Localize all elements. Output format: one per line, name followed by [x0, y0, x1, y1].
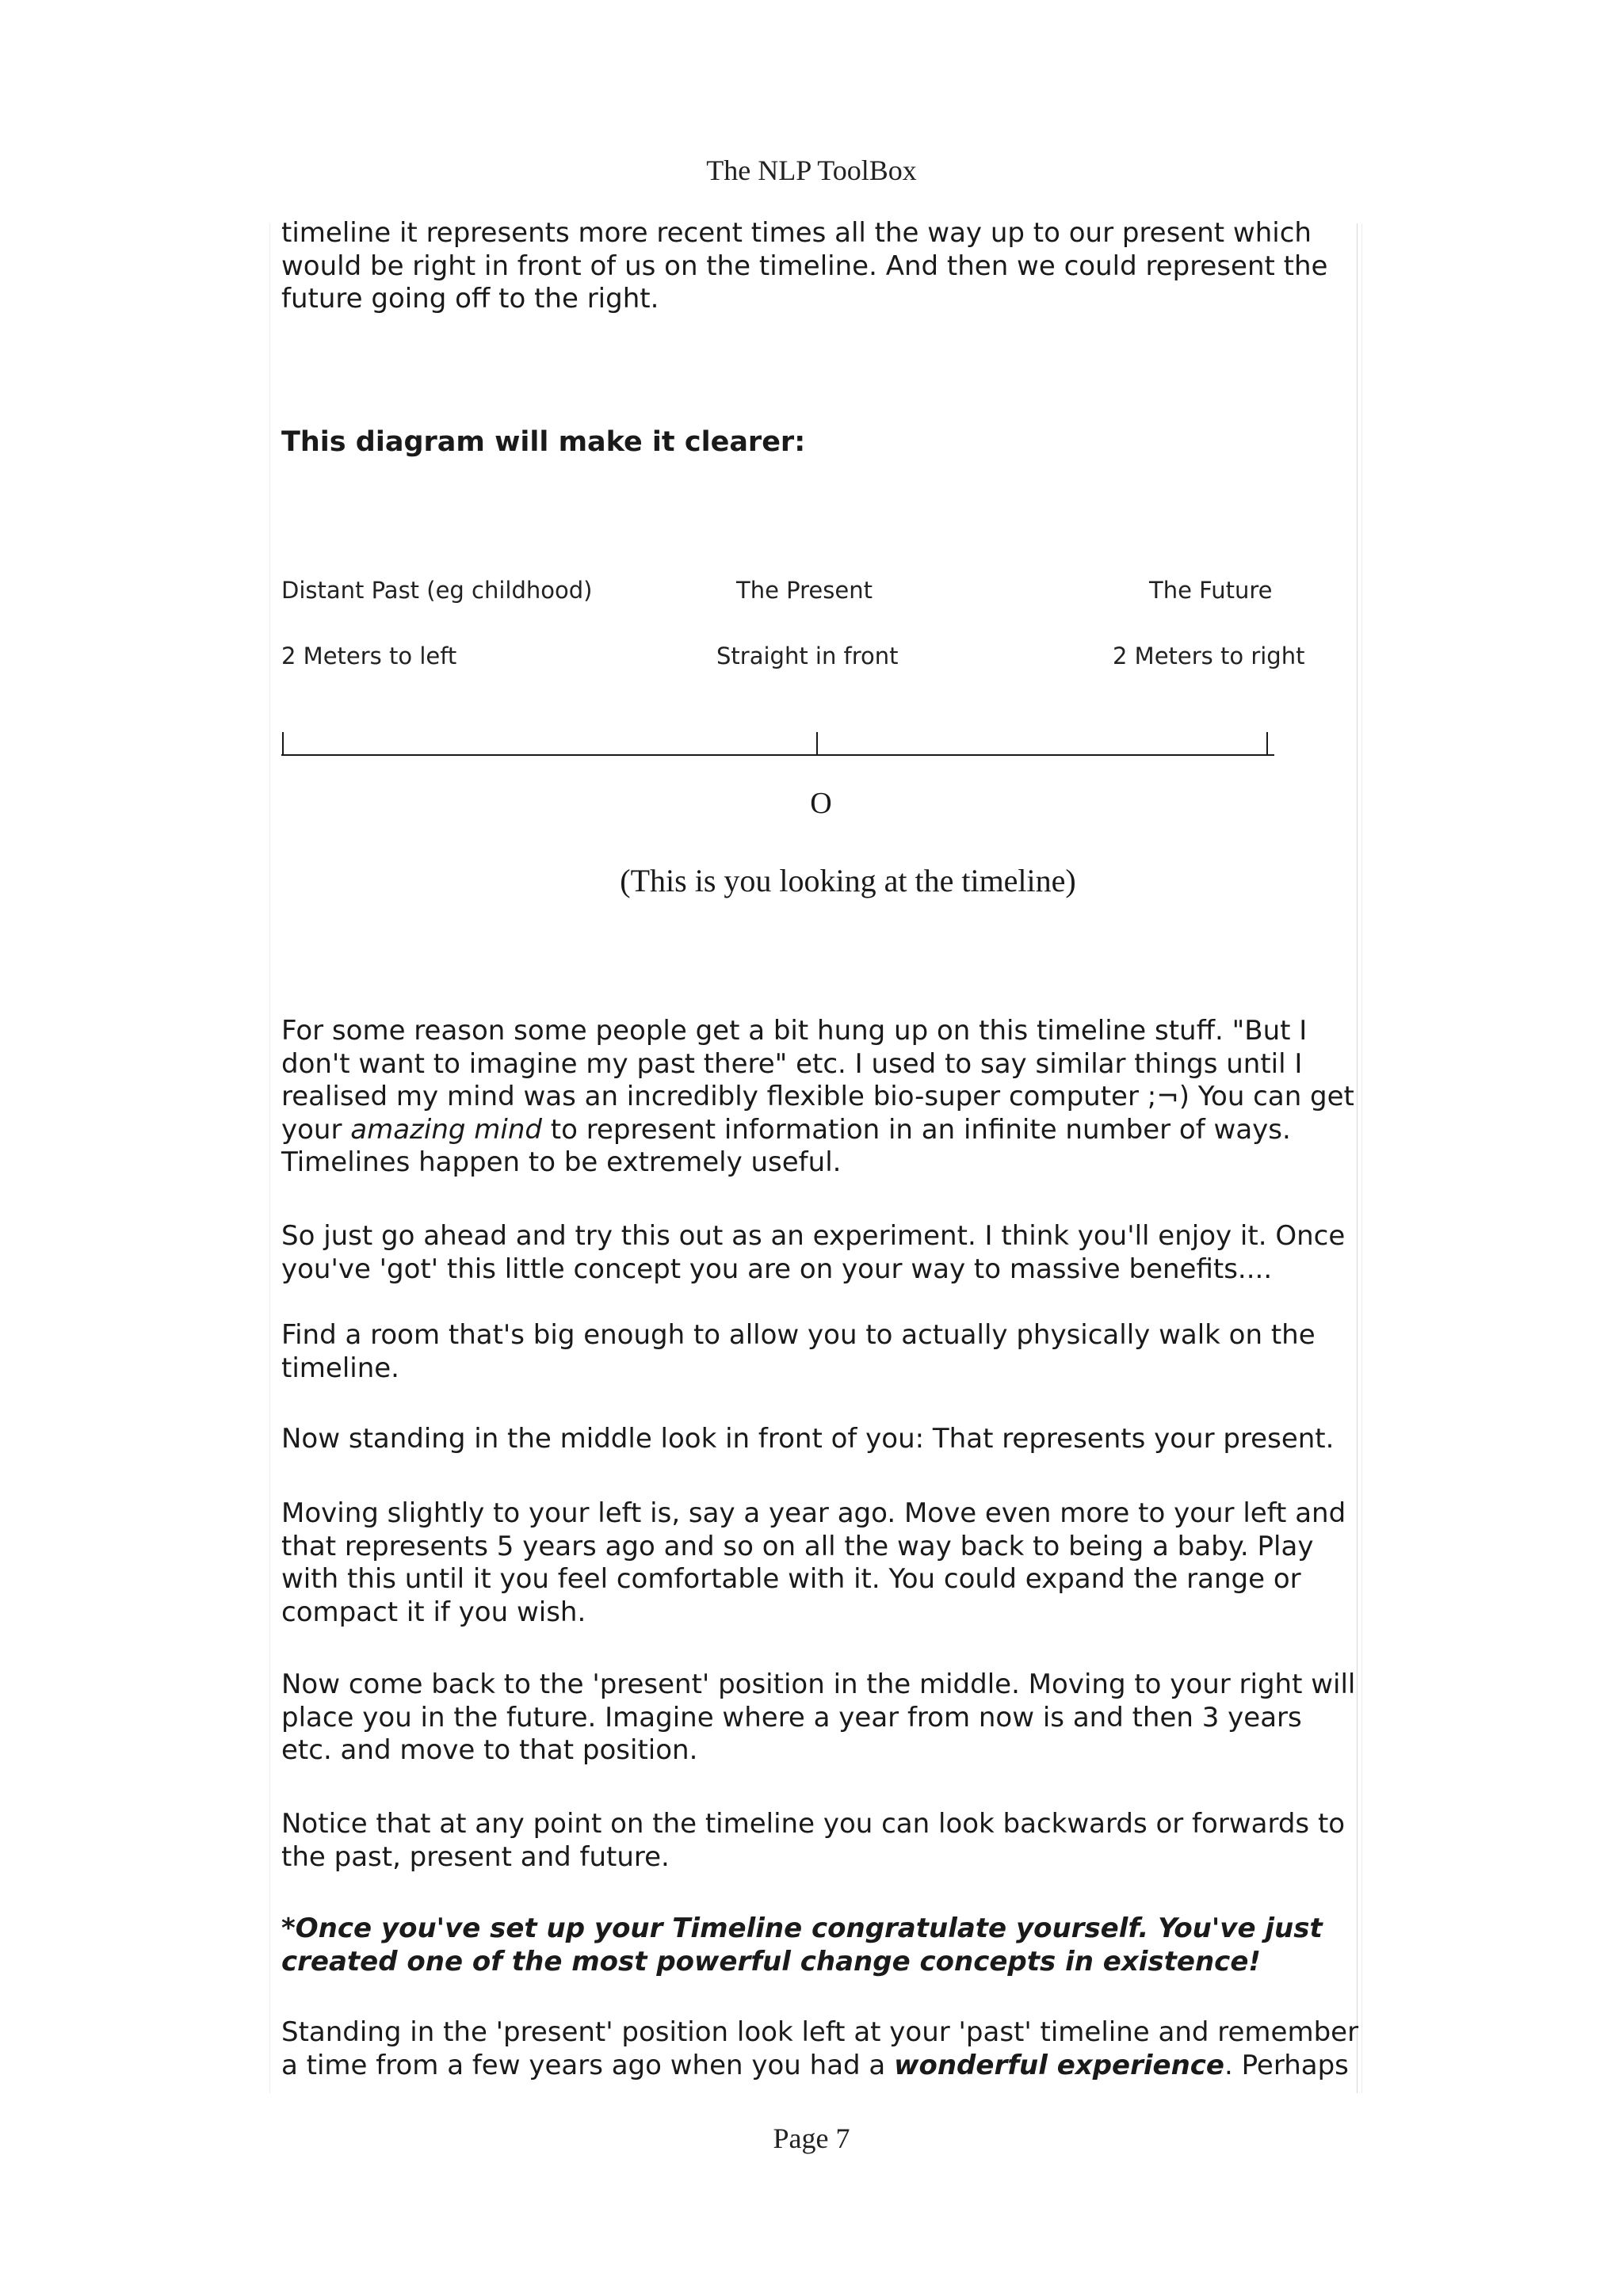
label-present: The Present: [736, 577, 873, 604]
paragraph-9: [281, 2016, 1363, 2082]
text-line: place you in the future. Imagine where a year from now is and then 3 years: [281, 1701, 1302, 1733]
text-line: Find a room that's big enough to allow you to actually physically walk on the: [281, 1319, 1316, 1351]
tick-present: [816, 732, 818, 756]
diagram-heading: This diagram will make it clearer:: [281, 426, 806, 458]
page-number: Page 7: [773, 2122, 850, 2154]
text-line: For some reason some people get a bit hung up on this timeline stuff. "But I: [281, 1015, 1308, 1047]
distance-future: 2 Meters to right: [1113, 643, 1305, 669]
text-line: [281, 1114, 1363, 1147]
text-line: don't want to imagine my past there" etc. I used to say similar things until I: [281, 1047, 1303, 1080]
text-line: compact it if you wish.: [281, 1596, 586, 1628]
text-line: the past, present and future.: [281, 1840, 670, 1873]
text-line: [281, 2050, 1363, 2083]
page-frame-left: [269, 223, 270, 2093]
intro-paragraph: [281, 217, 1363, 316]
you-caption: (This is you looking at the timeline): [620, 863, 1076, 898]
text-line: timeline.: [281, 1352, 399, 1384]
text-line: that represents 5 years ago and so on all the way back to being a baby. Play: [281, 1530, 1314, 1562]
text-line: Notice that at any point on the timeline you can look backwards or forwards to: [281, 1808, 1346, 1840]
text-line: realised my mind was an incredibly flexible bio-super computer ;¬) You can get: [281, 1081, 1354, 1112]
text-line: So just go ahead and try this out as an experiment. I think you'll enjoy it. Once: [281, 1220, 1346, 1252]
text-line: Now come back to the 'present' position in the middle. Moving to your right will: [281, 1669, 1356, 1700]
text-line: future going off to the right.: [281, 283, 659, 315]
page-header: The NLP ToolBox: [706, 154, 917, 186]
text-line: you've 'got' this little concept you are on your way to massive benefits....: [281, 1253, 1273, 1285]
paragraph-3: [281, 1319, 1363, 1385]
distance-present: Straight in front: [716, 643, 899, 669]
text-line: with this until it you feel comfortable with it. You could expand the range or: [281, 1563, 1301, 1595]
label-future: The Future: [1149, 577, 1273, 604]
paragraph-4: [281, 1423, 1363, 1456]
text-line: Standing in the 'present' position look left at your 'past' timeline and remember: [281, 2016, 1359, 2048]
text-span: a time from a few years ago when you had a: [281, 2049, 895, 2081]
you-marker: O: [810, 787, 832, 820]
text-line: would be right in front of us on the timeline. And then we could represent the: [281, 250, 1328, 282]
text-line: Moving slightly to your left is, say a year ago. Move even more to your left and: [281, 1497, 1346, 1529]
text-line: *Once you've set up your Timeline congratulate yourself. You've just: [281, 1913, 1323, 1944]
paragraph-1: [281, 1015, 1363, 1180]
callout-paragraph: [281, 1913, 1363, 1978]
emphasis: amazing mind: [350, 1113, 542, 1146]
paragraph-6: [281, 1669, 1363, 1768]
paragraph-7: [281, 1808, 1363, 1874]
text-line: timeline it represents more recent times all the way up to our present which: [281, 217, 1312, 249]
text-line: Timelines happen to be extremely useful.: [281, 1146, 842, 1178]
tick-past: [282, 732, 284, 756]
timeline-axis: [281, 754, 1274, 756]
tick-future: [1266, 732, 1268, 756]
label-past: Distant Past (eg childhood): [281, 577, 593, 604]
paragraph-2: [281, 1220, 1363, 1286]
emphasis: wonderful experience: [894, 2049, 1224, 2081]
text-line: etc. and move to that position.: [281, 1734, 698, 1766]
text-span: your: [281, 1113, 351, 1146]
paragraph-5: [281, 1497, 1363, 1629]
text-line: Now standing in the middle look in front of you: That represents your present.: [281, 1423, 1335, 1455]
distance-past: 2 Meters to left: [281, 643, 457, 669]
text-line: created one of the most powerful change concepts in existence!: [281, 1945, 1261, 1978]
text-span: to represent information in an infinite number of ways.: [541, 1113, 1291, 1146]
text-span: . Perhaps: [1224, 2049, 1349, 2081]
